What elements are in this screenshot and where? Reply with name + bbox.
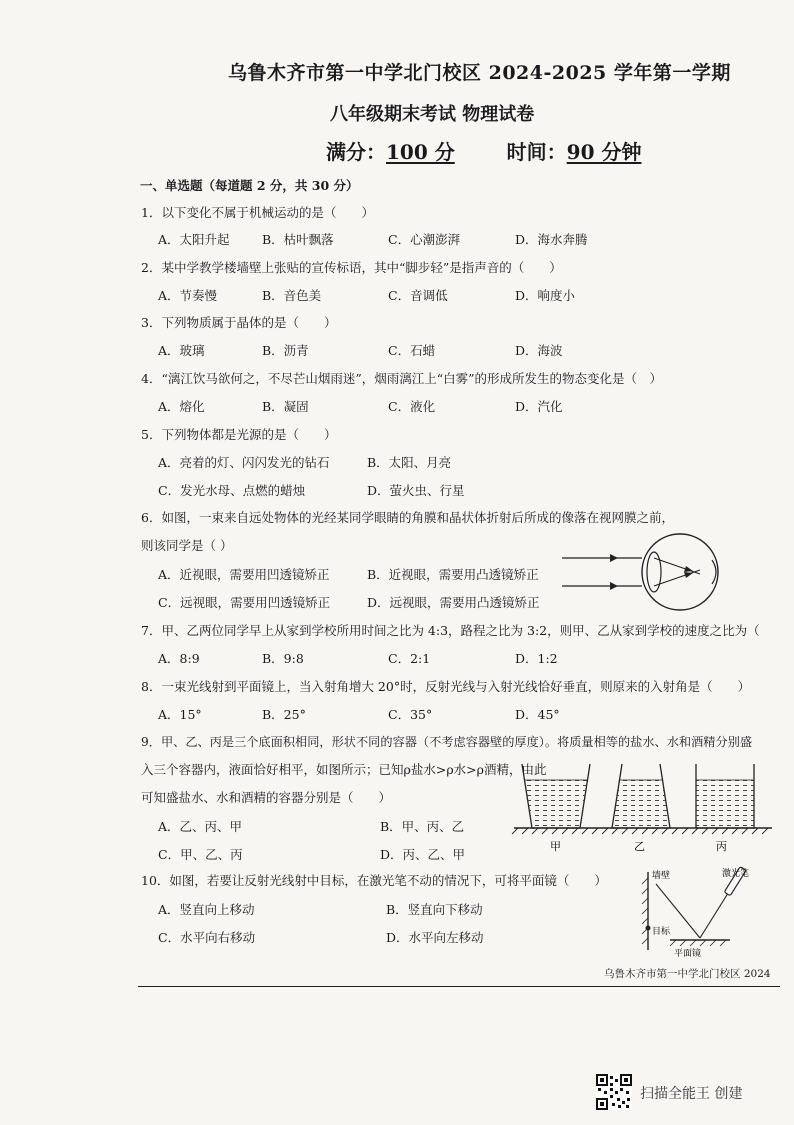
q6-stem: 6．如图，一束来自远处物体的光经某同学眼睛的角膜和晶状体折射后所成的像落在视网膜之前，	[141, 510, 674, 525]
q9-option-c: C．甲、乙、丙	[158, 847, 243, 862]
target-label: 目标	[652, 927, 671, 937]
q8-option-c: C．35°	[388, 707, 433, 722]
score-value: 100 分	[386, 140, 455, 164]
q4-stem: 4．“漓江饮马欲何之，不尽芒山烟雨迷”，烟雨漓江上“白雾”的形成所发生的物态变化是（ ）	[141, 371, 663, 386]
q9-stem: 9．甲、乙、丙是三个底面积相同，形状不同的容器（不考虑容器壁的厚度）。将质量相等的盐水、水和酒精分别盛	[141, 735, 753, 749]
laser-label: 激光笔	[722, 869, 750, 879]
q6-option-a: A．近视眼，需要用凹透镜矫正	[158, 567, 330, 582]
q4-option-c: C．液化	[388, 399, 436, 414]
q9-stem-continued: 入三个容器内，液面恰好相平，如图所示；已知ρ盐水>ρ水>ρ酒精，由此	[141, 762, 547, 777]
q2-option-d: D．响度小	[515, 288, 576, 303]
footer-divider	[138, 986, 780, 987]
q4-option-d: D．汽化	[515, 399, 563, 414]
q2-option-b: B．音色美	[262, 288, 322, 303]
mirror-diagram	[630, 862, 780, 962]
footer-school: 乌鲁木齐市第一中学北门校区 2024	[604, 968, 771, 980]
q10-option-c: C．水平向右移动	[158, 930, 256, 945]
time-value: 90 分钟	[566, 140, 642, 164]
q3-stem: 3．下列物质属于晶体的是（ ）	[141, 315, 337, 330]
q5-stem: 5．下列物体都是光源的是（ ）	[141, 427, 337, 442]
q8-stem: 8．一束光线射到平面镜上，当入射角增大 20°时，反射光线与入射光线恰好垂直，则原来的入射角是（ ）	[141, 679, 751, 694]
q6-option-d: D．远视眼，需要用凸透镜矫正	[367, 595, 540, 610]
score-label: 满分：	[326, 140, 386, 164]
q2-option-a: A．节奏慢	[158, 288, 218, 303]
q9-option-d: D．丙、乙、甲	[380, 847, 466, 862]
q5-option-a: A．亮着的灯、闪闪发光的钻石	[158, 455, 330, 470]
q3-option-d: D．海波	[515, 343, 563, 358]
container-label-jia: 甲	[550, 840, 561, 853]
mirror-label: 平面镜	[674, 949, 702, 959]
container-label-yi: 乙	[634, 840, 645, 853]
wall-label: 墙壁	[652, 871, 671, 881]
q8-option-a: A．15°	[158, 707, 202, 722]
qr-code-icon	[596, 1074, 632, 1110]
q4-option-a: A．熔化	[158, 399, 205, 414]
container-label-bing: 丙	[716, 840, 727, 853]
section-heading: 一、单选题（每道题 2 分，共 30 分）	[140, 178, 359, 193]
q8-option-d: D．45°	[515, 707, 560, 722]
q3-option-a: A．玻璃	[158, 343, 205, 358]
q6-option-b: B．近视眼，需要用凸透镜矫正	[367, 567, 539, 582]
q7-option-d: D．1:2	[515, 651, 558, 666]
q10-option-a: A．竖直向上移动	[158, 902, 255, 917]
q10-stem: 10．如图，若要让反射光线射中目标，在激光笔不动的情况下，可将平面镜（ ）	[141, 873, 607, 888]
scanner-watermark: 扫描全能王 创建	[640, 1086, 743, 1102]
q7-stem: 7．甲、乙两位同学早上从家到学校所用时间之比为 4:3，路程之比为 3:2，则甲、乙从家到学校的速度之比为（	[141, 623, 760, 638]
containers-diagram	[510, 758, 780, 858]
q7-option-a: A．8:9	[158, 651, 200, 666]
q2-stem: 2．某中学教学楼墙壁上张贴的宣传标语，其中“脚步轻”是指声音的（ ）	[141, 260, 562, 275]
q2-option-c: C．音调低	[388, 288, 448, 303]
q9-stem-final: 可知盛盐水、水和酒精的容器分别是（ ）	[141, 790, 392, 805]
q1-option-b: B．枯叶飘落	[262, 232, 334, 247]
q5-option-c: C．发光水母、点燃的蜡烛	[158, 483, 306, 498]
eye-diagram	[562, 530, 742, 620]
q7-option-c: C．2:1	[388, 651, 431, 666]
q6-stem-continued: 则该同学是（ ）	[141, 538, 233, 553]
exam-title: 乌鲁木齐市第一中学北门校区 2024-2025 学年第一学期	[228, 62, 731, 84]
q5-option-d: D．萤火虫、行星	[367, 483, 465, 498]
q9-option-a: A．乙、丙、甲	[158, 819, 243, 834]
q7-option-b: B．9:8	[262, 651, 304, 666]
q6-option-c: C．远视眼，需要用凹透镜矫正	[158, 595, 331, 610]
q1-option-d: D．海水奔腾	[515, 232, 588, 247]
q3-option-b: B．沥青	[262, 343, 309, 358]
q10-option-d: D．水平向左移动	[386, 930, 484, 945]
time-label: 时间：	[506, 140, 567, 164]
exam-subtitle: 八年级期末考试 物理试卷	[330, 104, 535, 125]
q9-option-b: B．甲、丙、乙	[380, 819, 465, 834]
q1-option-a: A．太阳升起	[158, 232, 230, 247]
q1-stem: 1．以下变化不属于机械运动的是（ ）	[141, 205, 374, 220]
q10-option-b: B．竖直向下移动	[386, 902, 483, 917]
q4-option-b: B．凝固	[262, 399, 309, 414]
q8-option-b: B．25°	[262, 707, 306, 722]
q3-option-c: C．石蜡	[388, 343, 436, 358]
q5-option-b: B．太阳、月亮	[367, 455, 452, 470]
q1-option-c: C．心潮澎湃	[388, 232, 461, 247]
score-time-line	[326, 136, 641, 165]
